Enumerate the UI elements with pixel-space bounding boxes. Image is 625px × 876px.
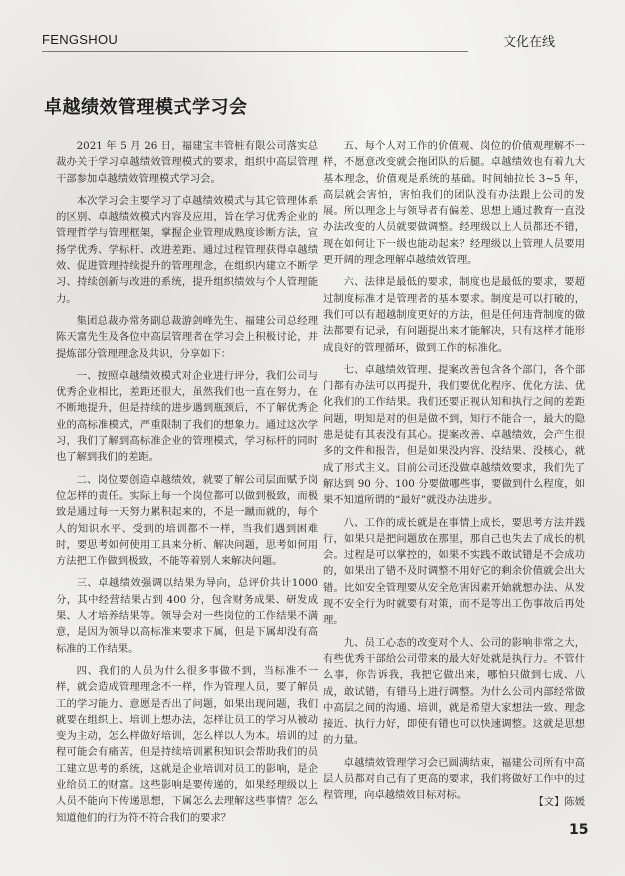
magazine-brand: FENGSHOU <box>42 32 119 47</box>
paragraph: 五、每个人对工作的价值观、岗位的价值观理解不一样，不愿意改变就会拖团队的后腿。卓越绩效也有着九大基本理念，价值观是系统的基础。时间轴拉长 3~5 年，高层就会害怕，害怕我们的团队没有办法跟上公司的发展。所以理念上与领导者有偏差、思想上通过教育一直没办法改变的人员就要做调整。经理级以上人员都还不错，现在如何让下一级也能动起来？经理级以上管理人员要用更开阔的理念理解卓越绩效管理。 <box>323 140 585 267</box>
author-byline: 【文】陈媛 <box>533 796 585 808</box>
paragraph: 卓越绩效管理学习会已圆满结束，福建公司所有中高层人员都对自己有了更高的要求，我们将做好工作中的过程管理，向卓越绩效目标对标。 <box>323 756 585 802</box>
article-right-column <box>323 138 585 810</box>
paragraph: 2021 年 5 月 26 日，福建宝丰管桩有限公司落实总裁办关于学习卓越绩效管理模式的要求，组织中高层管理干部参加卓越绩效管理模式学习会。 <box>56 140 318 185</box>
paragraph: 九、员工心态的改变对个人、公司的影响非常之大，有些优秀干部给公司带来的最大好处就是执行力。不管什么事，你告诉我，我把它做出来，哪怕只做到七成、八成，敢试错，有错马上进行调整。为什么公司内部经常做中高层之间的沟通、培训，就是希望大家想法一致、理念接近、执行力好，即使有错也可以快速调整。这就是思想的力量。 <box>323 636 585 747</box>
paragraph: 八、工作的成长就是在事情上成长，要思考方法并践行，如果只是把问题放在那里，那自己也失去了成长的机会。过程是可以掌控的，如果不实践不敢试错是不会成功的，如果出了错不及时调整不用好它的剩余价值就会出大错。比如安全管理要从安全危害因素开始就想办法、从发现不安全行为时就要有对策，而不是等出工伤事故后再处理。 <box>323 516 585 627</box>
paragraph: 七、卓越绩效管理、提案改善包含各个部门，各个部门都有办法可以再提升，我们要优化程序、优化方法、优化我们的工作结果。我们还要正视认知和执行之间的差距问题，明知是对的但是做不到，知行不能合一，最大的隐患是徒有其表没有其心。提案改善、卓越绩效，会产生很多的文件和报告，但是如果没内容、没结果、没核心，就成了形式主义。目前公司还没做卓越绩效要求，我们先了解达到 90 分、100 分要做哪些事，要做到什么程度，如果不知道所谓的“最好”就没办法进步。 <box>323 363 585 507</box>
section-name: 文化在线 <box>503 35 556 50</box>
page-number: 15 <box>569 822 589 838</box>
paragraph: 六、法律是最低的要求，制度也是最低的要求，要超过制度标准才是管理者的基本要求。制度是可以打破的，我们可以有超越制度更好的方法，但是任何违背制度的做法都要有记录，有问题提出来才能解决，只有这样才能形成良好的管理循环，做到工作的标准化。 <box>323 276 585 354</box>
article-title: 卓越绩效管理模式学习会 <box>44 97 248 118</box>
article-left-column <box>56 138 318 832</box>
header-divider <box>42 51 468 52</box>
paragraph: 四、我们的人员为什么很多事做不到，当标准不一样，就会造成管理理念不一样，作为管理人员，要了解员工的学习能力、意愿是否出了问题，如果出现问题，我们就要在组织上、培训上想办法，怎样让员工的学习从被动变为主动，怎么样做好培训，怎么样以人为本。培训的过程可能会有痛苦，但是持续培训累积知识会帮助我们的员工建立思考的系统，这就是企业培训对员工的影响，是企业给员工的财富。这些影响是要传递的，如果经理级以上人员不能向下传递思想，下属怎么去理解这些事情？怎么知道他们的行为符不符合我们的要求？ <box>56 664 318 824</box>
paragraph: 本次学习会主要学习了卓越绩效模式与其它管理体系的区别、卓越绩效模式内容及应用，旨在学习优秀企业的管理哲学与管理框架，掌握企业管理成熟度诊断方法，宣扬学优秀、学标杆、改进差距、通过过程管理获得卓越绩效、促进管理持续提升的管理理念，在组织内建立不断学习、持续创新与改进的系统，提升组织绩效与个人管理能力。 <box>56 194 318 305</box>
paragraph: 一、按照卓越绩效模式对企业进行评分，我们公司与优秀企业相比，差距还很大，虽然我们也一直在努力，在不断地提升，但是持续的进步遇到瓶颈后，不了解优秀企业的高标准模式，严重限制了我们的想象力。通过这次学习，我们了解到高标准企业的管理模式，学习标杆的同时也了解到我们的差距。 <box>56 369 318 464</box>
paragraph: 二、岗位要创造卓越绩效，就要了解公司层面赋予岗位怎样的责任。实际上每一个岗位都可以做到极致，而极致是通过每一天努力累积起来的，不是一蹴而就的，每个人的知识水平、受到的培训都不一样，当我们遇到困难时，要思考如何使用工具来分析、解决问题，思考如何用方法把工作做到极致，不能等着别人来解决问题。 <box>56 473 318 568</box>
paragraph: 三、卓越绩效强调以结果为导向，总评价共计1000 分，其中经营结果占到 400 分，包含财务成果、研发成果、人才培养结果等。领导会对一些岗位的工作结果不满意，是因为领导以高标准来要求下属，但是下属却没有高标准的工作结果。 <box>56 577 318 655</box>
paragraph: 集团总裁办常务副总裁游剑峰先生、福建公司总经理陈天富先生及各位中高层管理者在学习会上积极讨论，并提炼部分管理理念及共识，分享如下： <box>56 314 318 360</box>
